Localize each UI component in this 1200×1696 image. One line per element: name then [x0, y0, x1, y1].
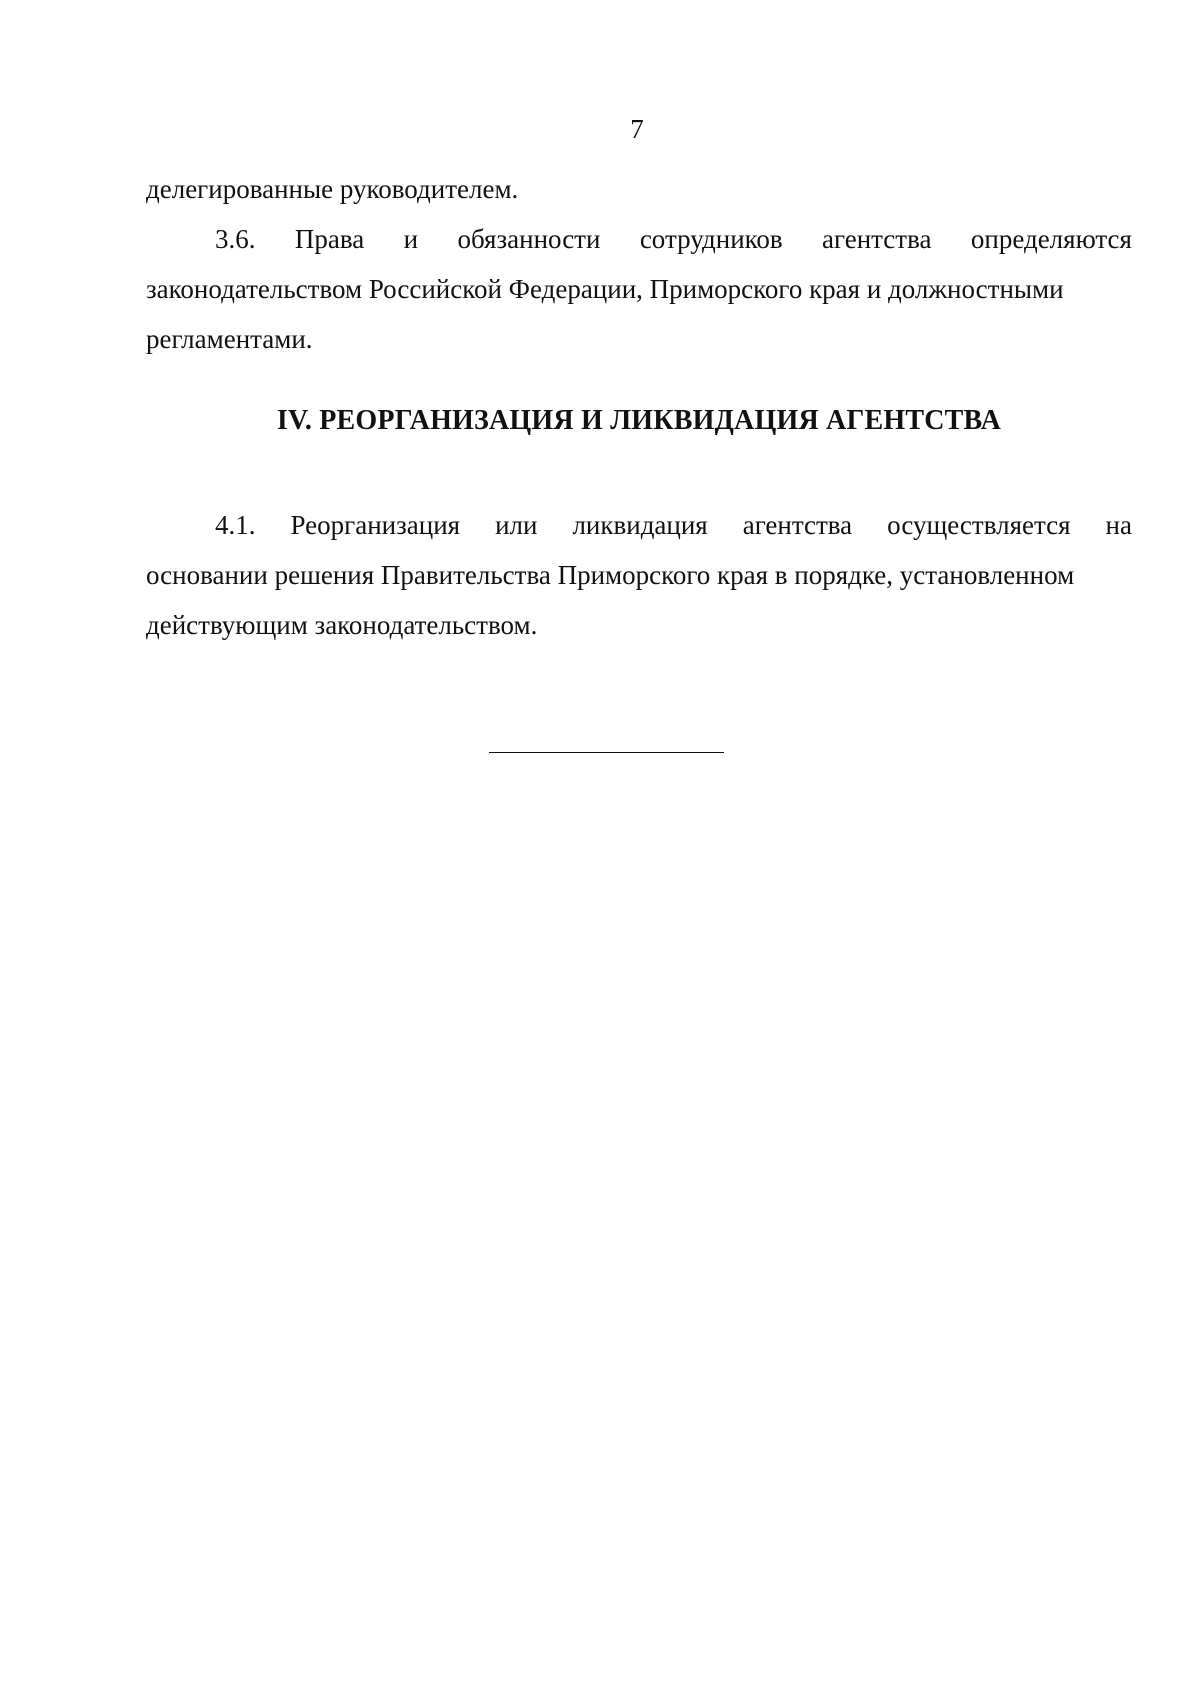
- text-line: основании решения Правительства Приморского края в порядке, установленном: [146, 560, 1075, 590]
- word: на: [1105, 510, 1132, 540]
- word: сотрудников: [639, 224, 783, 254]
- text-line: делегированные руководителем.: [146, 174, 519, 204]
- word: 3.6.: [215, 224, 256, 254]
- paragraph-4-1-first-line: [146, 500, 1132, 550]
- text-line: законодательством Российской Федерации, Приморского края и должностными: [146, 274, 1064, 304]
- section-heading: IV. РЕОРГАНИЗАЦИЯ И ЛИКВИДАЦИЯ АГЕНТСТВА: [276, 405, 1002, 436]
- word: обязанности: [457, 224, 601, 254]
- end-divider: [489, 752, 724, 753]
- word: Реорганизация: [290, 510, 461, 540]
- page-number: 7: [630, 114, 644, 144]
- word: агентства: [822, 224, 932, 254]
- paragraph-continuation: [146, 164, 1132, 214]
- paragraph-3-6: [146, 214, 1132, 364]
- paragraph-4-1: [146, 500, 1132, 650]
- paragraph-3-6-first-line: [146, 214, 1132, 264]
- word: ликвидация: [572, 510, 708, 540]
- word: определяются: [970, 224, 1132, 254]
- word: осуществляется: [887, 510, 1071, 540]
- word: Права: [294, 224, 365, 254]
- word: или: [495, 510, 538, 540]
- text-line: действующим законодательством.: [146, 610, 538, 640]
- word: 4.1.: [215, 510, 256, 540]
- text-line: регламентами.: [146, 324, 313, 354]
- word: агентства: [742, 510, 853, 540]
- word: и: [403, 224, 419, 254]
